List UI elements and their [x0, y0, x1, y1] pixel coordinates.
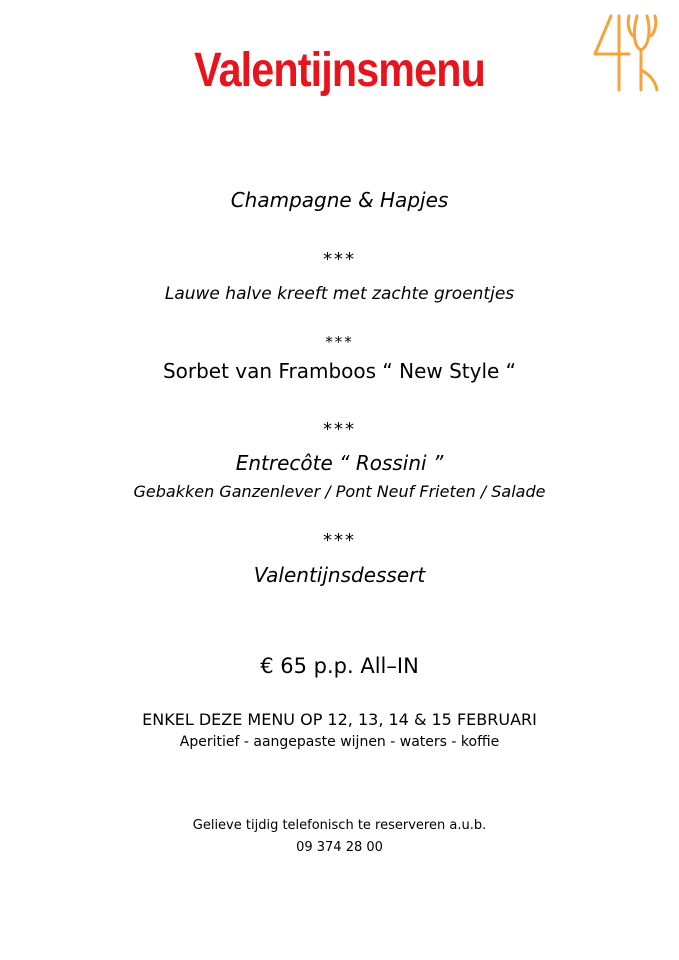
course-entrecote: Entrecôte “ Rossini ”: [235, 451, 444, 475]
reservation-phone: 09 374 28 00: [296, 840, 383, 855]
course-separator: ***: [323, 419, 356, 440]
course-entrecote-sides: Gebakken Ganzenlever / Pont Neuf Frieten / Salade: [133, 482, 546, 501]
menu-dates: ENKEL DEZE MENU OP 12, 13, 14 & 15 FEBRUARI: [142, 710, 537, 729]
reservation-note: Gelieve tijdig telefonisch te reserveren a.u.b.: [192, 818, 487, 833]
course-dessert: Valentijnsdessert: [253, 563, 426, 587]
course-champagne: Champagne & Hapjes: [230, 188, 449, 212]
menu-includes: Aperitief - aangepaste wijnen - waters - koffie: [179, 734, 500, 750]
course-separator: ***: [325, 333, 354, 351]
course-separator: ***: [323, 249, 356, 270]
menu-title: Valentijnsmenu: [194, 44, 485, 97]
course-kreeft: Lauwe halve kreeft met zachte groentjes: [164, 284, 515, 304]
menu-price: € 65 p.p. All–IN: [260, 654, 419, 678]
course-separator: ***: [323, 530, 356, 551]
course-sorbet: Sorbet van Framboos “ New Style “: [162, 359, 517, 383]
